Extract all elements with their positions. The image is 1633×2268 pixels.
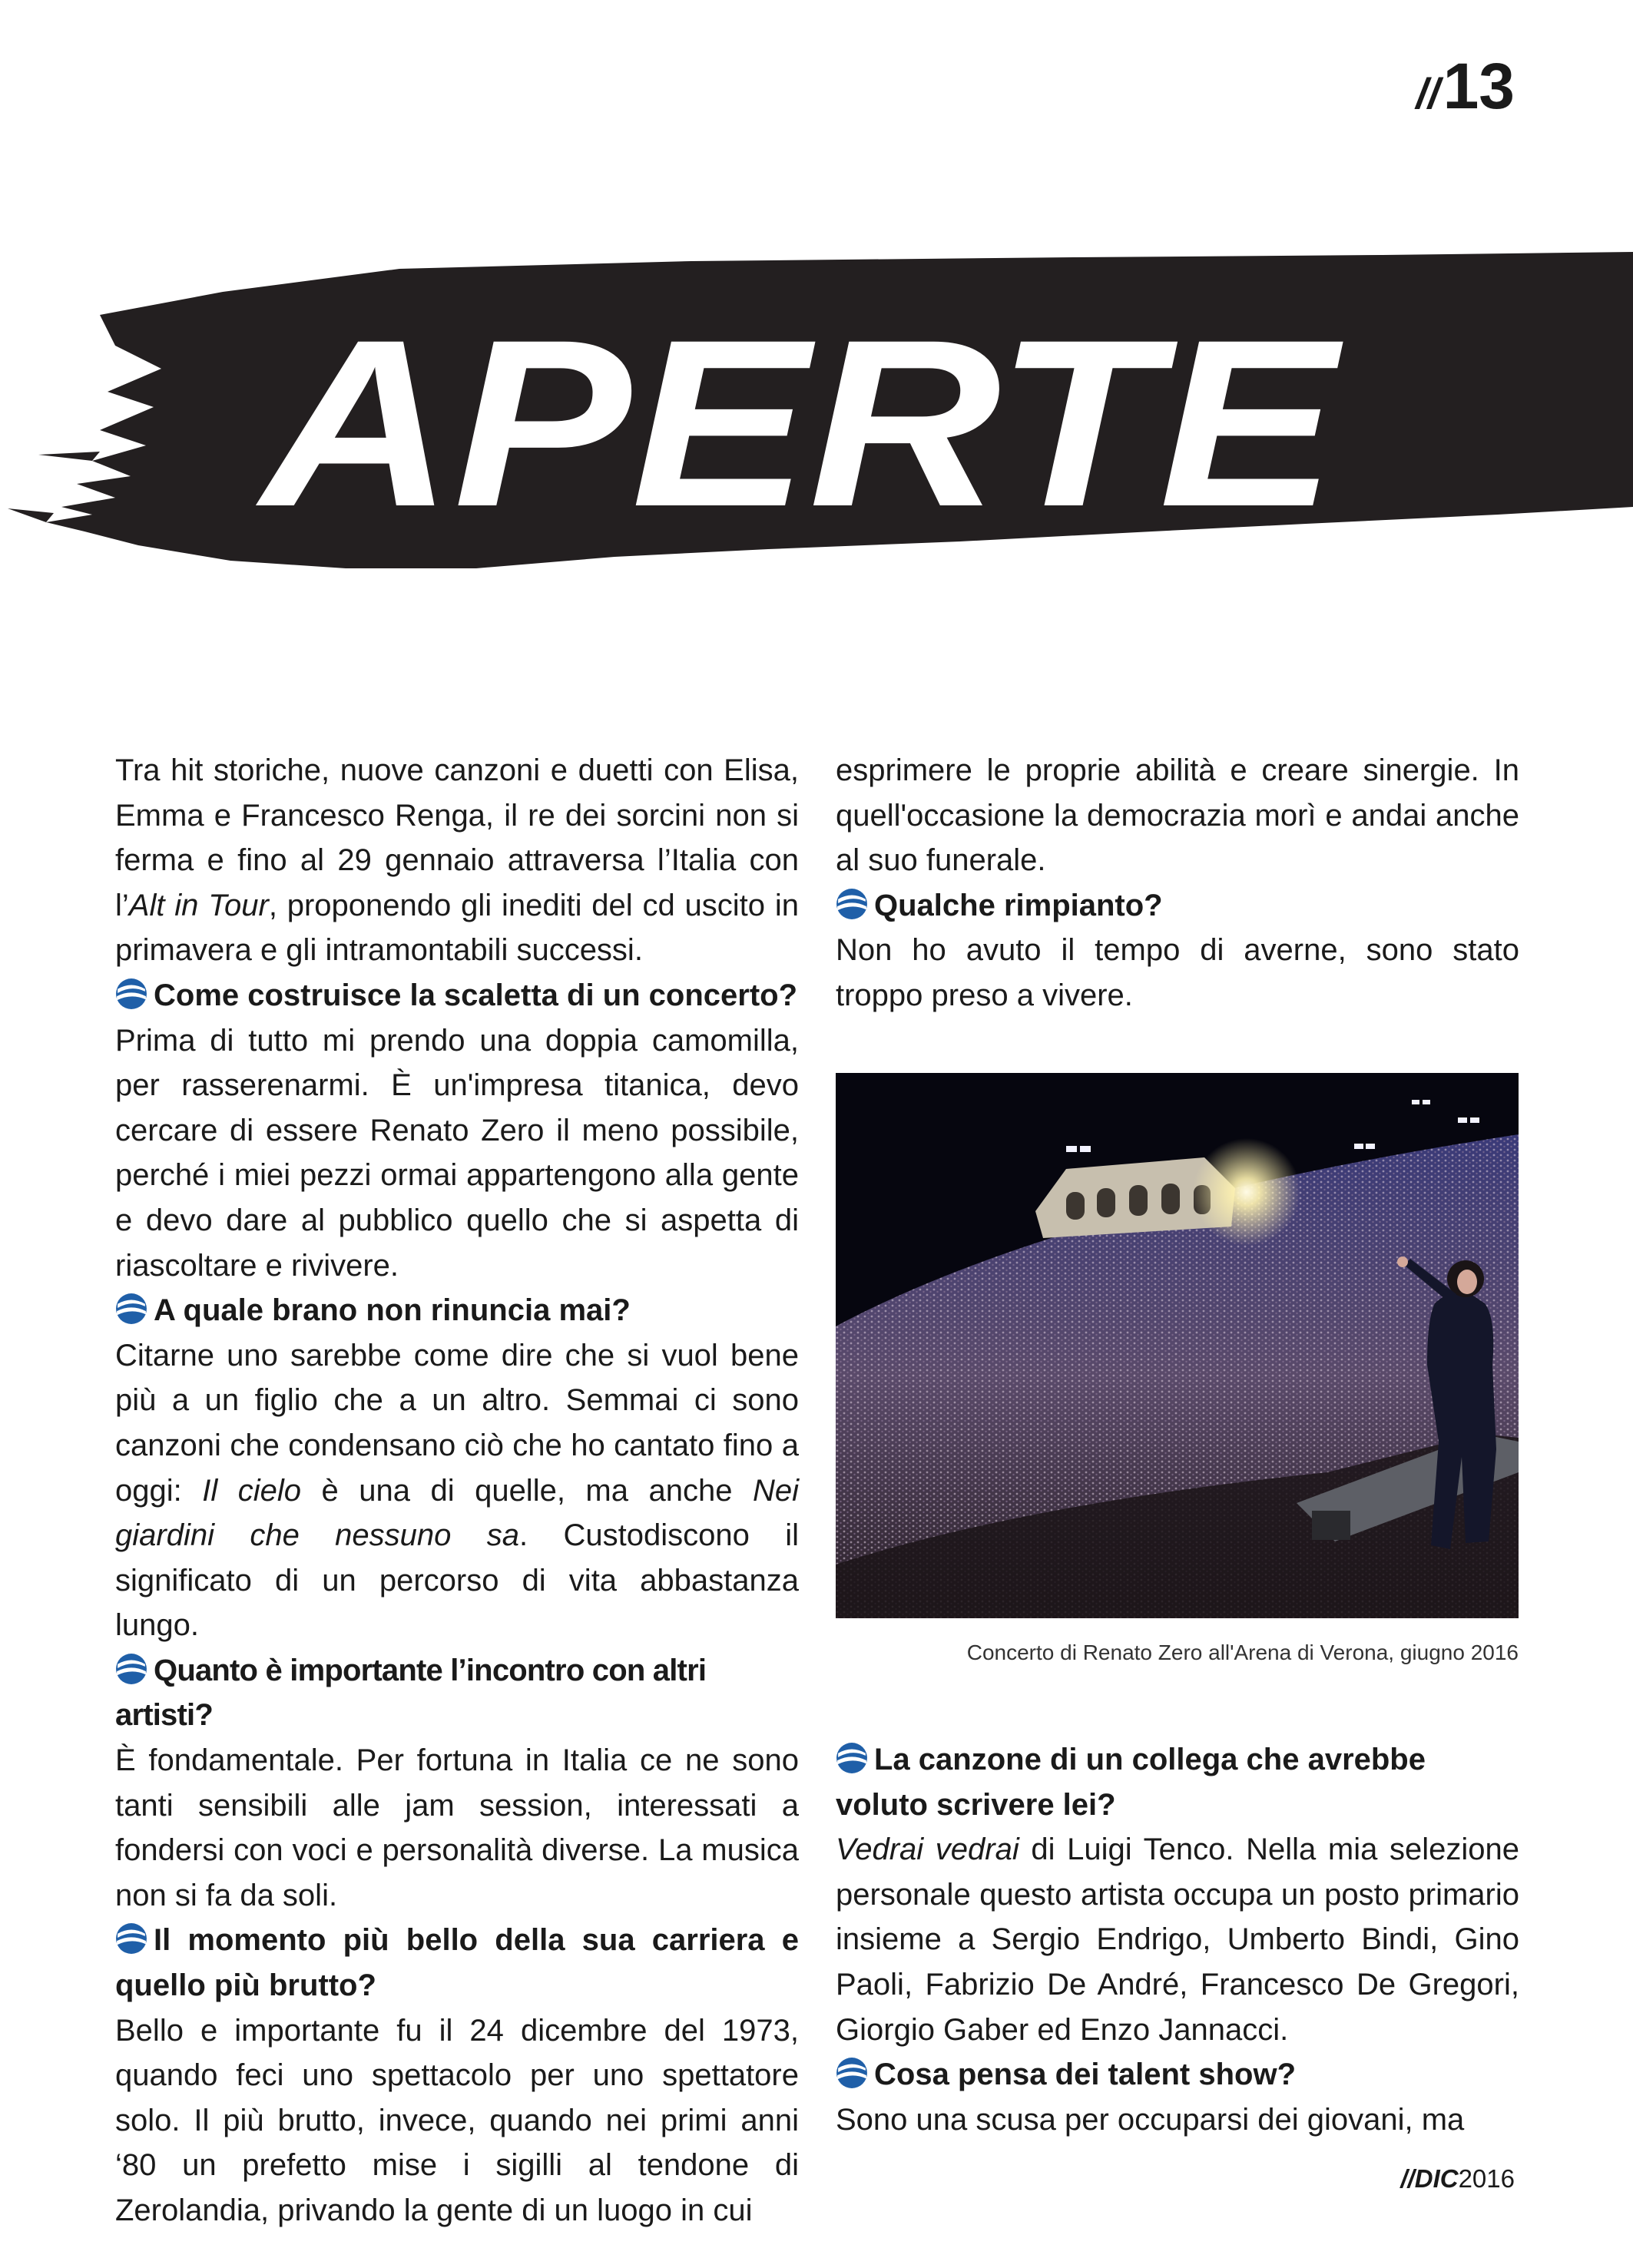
question: Il momento più bello della sua carriera e quello più brutto? [115,1923,799,2003]
bullet-icon [836,2057,868,2089]
answer: Non ho avuto il tempo di averne, sono stato troppo preso a vivere. [836,933,1519,1012]
bullet-icon [836,1742,868,1774]
answer: Prima di tutto mi prendo una doppia camomilla, per rasserenarmi. È un'impresa titanica, devo cercare di essere Renato Zero il meno possibile, perché i miei pezzi ormai appartengono alla gente e devo dare al pubblico quello che si aspetta di riascoltare e rivivere. [115,1023,799,1283]
answer: Citarne uno sarebbe come dire che si vuol bene più a un figlio che a un altro. Semmai ci sono canzoni che condensano ciò che ho cantato fino a oggi: Il cielo è una di quelle, ma anche Nei giardini che nessuno sa. Custodiscono il significato di un percorso di vita abbastanza lungo. [115,1338,799,1643]
question: Qualche rimpianto? [836,883,1519,929]
bullet-icon [115,1922,147,1955]
question: Cosa pensa dei talent show? [836,2052,1519,2097]
answer: È fondamentale. Per fortuna in Italia ce ne sono tanti sensibili alle jam session, interessati a fondersi con voci e personalità diverse. La musica non si fa da soli. [115,1743,799,1912]
question: A quale brano non rinuncia mai? [115,1288,799,1333]
banner-title: APERTE [253,290,1346,556]
footer-issue: //DIC2016 [1400,2164,1515,2193]
bullet-icon [115,1653,147,1685]
question: La canzone di un collega che avrebbe voluto scrivere lei? [836,1743,1426,1822]
intro-paragraph: Tra hit storiche, nuove canzoni e duetti con Elisa, Emma e Francesco Renga, il re dei sorcini non si ferma e fino al 29 gennaio attraversa l’Italia con l’Alt in Tour, proponendo gli inediti del cd uscito in primavera e gli intramontabili successi. [115,753,799,968]
bullet-icon [836,888,868,920]
photo-caption: Concerto di Renato Zero all'Arena di Verona, giugno 2016 [966,1641,1519,1664]
right-column-lower [836,1737,1519,2142]
question: Come costruisce la scaletta di un concerto? [115,973,799,1018]
answer: Bello e importante fu il 24 dicembre del 1973, quando feci uno spettacolo per uno spettatore solo. Il più brutto, invece, quando nei primi anni ‘80 un prefetto mise i sigilli al tendone di Zerolandia, privando la gente di un luogo in cui [115,2013,799,2227]
right-column-upper [836,748,1519,1018]
answer: Sono una scusa per occuparsi dei giovani, ma [836,2102,1465,2137]
question: Quanto è importante l’incontro con altri artisti? [115,1653,707,1733]
left-column [115,748,799,2233]
page-number: //13 [1416,50,1515,122]
bullet-icon [115,1293,147,1325]
answer: Vedrai vedrai di Luigi Tenco. Nella mia selezione personale questo artista occupa un posto primario insieme a Sergio Endrigo, Umberto Bindi, Gino Paoli, Fabrizio De André, Francesco De Gregori, Giorgio Gaber ed Enzo Jannacci. [836,1833,1519,2047]
bullet-icon [115,978,147,1010]
title-banner [0,246,1633,630]
answer-continued: esprimere le proprie abilità e creare sinergie. In quell'occasione la democrazia morì e andai anche al suo funerale. [836,753,1519,878]
concert-photo [836,1073,1519,1618]
